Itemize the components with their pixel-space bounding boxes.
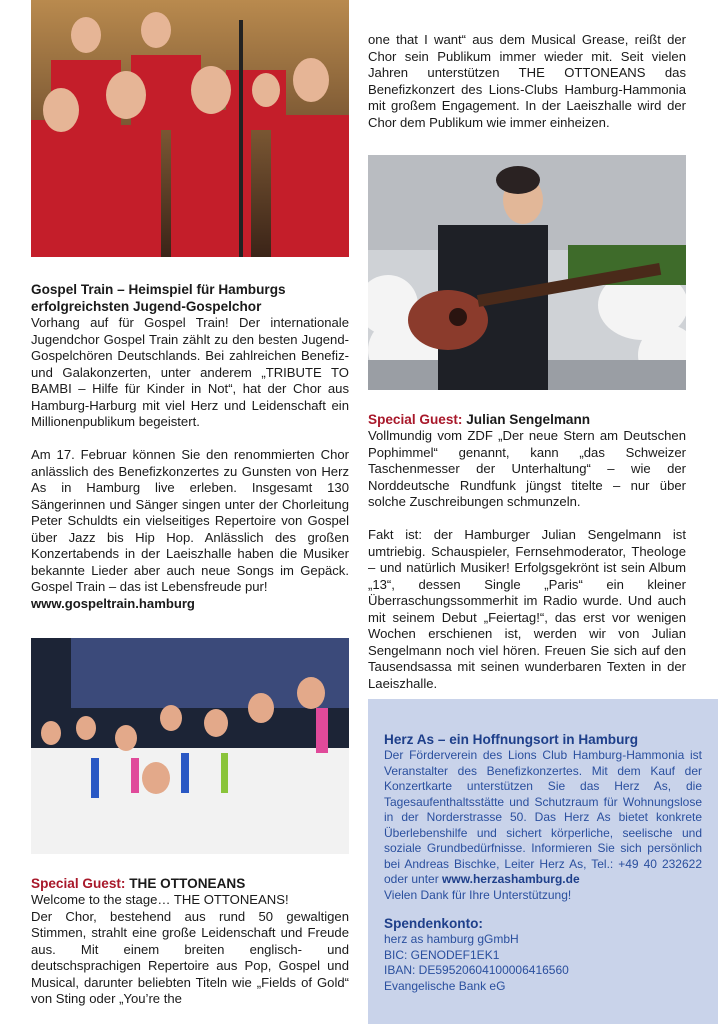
ottoneans-photo (31, 638, 349, 854)
account-line: IBAN: DE59520604100006416560 (384, 963, 569, 977)
ottoneans-continued: one that I want“ aus dem Musical Grease, reißt der Chor sein Publikum immer wieder mit. Seit vielen Jahren unterstützen THE OTTONEANS das Benefizkonzert des Lions-Clubs Hamburg-Hammonia mit großem Engagement. In der Laeiszhalle wird der Chor dem Publikum wie immer einheizen. (368, 32, 686, 130)
ottoneans-name: THE OTTONEANS (129, 876, 246, 891)
herz-as-body (384, 748, 702, 888)
herz-as-headline: Herz As – ein Hoffnungsort in Hamburg (384, 732, 639, 747)
gospel-train-paragraph: Am 17. Februar können Sie den renommierten Chor anlässlich des Benefizkonzertes zu Gunsten von Herz As in Hamburg live erleben. Insgesamt 130 Sängerinnen und Sänger singen unter der Chorleitung Peter Schuldts ein vielseitiges Repertoire von Gospel über Jazz bis Hip Hop. Anlässlich des großen Konzertabends in der Laeiszhalle haben die Musiker bekannte Lieder aber auch neue Songs im Gepäck. Gospel Train – das ist Lebensfreude pur! (31, 447, 349, 594)
julian-headline (368, 411, 686, 428)
herz-as-thanks: Vielen Dank für Ihre Unterstützung! (384, 887, 572, 902)
account-title: Spendenkonto: (384, 916, 483, 931)
gospel-train-paragraph: Vorhang auf für Gospel Train! Der internationale Jugendchor Gospel Train zählt zu den besten Jugend-Gospelchören Deutschlands. Bei zahlreichen Benefiz- und Galakonzerten, unter anderem „TRIBUTE TO BAMBI – Hilfe für Kinder in Not“, hat der Chor aus Hamburg-Harburg mit viel Herz und Leidenschaft ein Millionenpublikum begeistert. (31, 315, 349, 429)
gospel-train-photo (31, 0, 349, 257)
gospel-train-link[interactable]: www.gospeltrain.hamburg (31, 595, 195, 611)
special-guest-label: Special Guest: (31, 876, 126, 891)
account-details (384, 932, 702, 994)
ottoneans-intro: Welcome to the stage… THE OTTONEANS! (31, 892, 289, 907)
account-line: herz as hamburg gGmbH (384, 932, 519, 946)
gospel-train-article (31, 281, 349, 612)
special-guest-label: Special Guest: (368, 412, 463, 427)
gospel-train-headline: Gospel Train – Heimspiel für Hamburgs erfolgreichsten Jugend-Gospelchor (31, 282, 286, 314)
julian-paragraph: Vollmundig vom ZDF „Der neue Stern am Deutschen Pophimmel“ genannt, kann „das Schweizer Taschenmesser der Unterhaltung“ – wie der Norddeutsche Rundfunk jüngst titelte – nur über solche Zuschreibungen schmunzeln. (368, 428, 686, 509)
ottoneans-paragraph: Der Chor, bestehend aus rund 50 gewaltigen Stimmen, strahlt eine große Leidenschaft und Freude aus. Mit einem breiten englisch- und deutschsprachigen Repertoire aus Pop, Gospel und Musical, darunter beliebten Titeln wie „Fields of Gold“ von Sting oder „You’re the (31, 908, 349, 1006)
julian-article (368, 411, 686, 709)
ottoneans-article (31, 875, 349, 1008)
herz-as-link[interactable]: www.herzashamburg.de (442, 872, 580, 886)
julian-paragraph: Fakt ist: der Hamburger Julian Sengelmann ist umtriebig. Schauspieler, Fernsehmoderator, Theologe – und natürlich Musiker! Erfolgsgekrönt ist sein Album „13“, dessen Single „Paris“ ein kleiner Überraschungssommerhit im Radio wurde. Und auch mit seinem Debut „Feiertag!“, das erst vor wenigen Wochen erschienen ist, werden wir von Julian Sengelmann noch viel hören. Freuen Sie sich auf den Tausendsassa mit seinen wunderbaren Texten in der Laeiszhalle. (368, 527, 686, 691)
julian-sengelmann-photo (368, 155, 686, 390)
account-line: BIC: GENODEF1EK1 (384, 947, 500, 962)
herz-as-body-text: Der Förderverein des Lions Club Hamburg-Hammonia ist Veranstalter des Benefizkonzertes. Mit dem Kauf der Konzertkarte unterstützen Sie das Herz As, die Tagesaufenthaltsstätte und Schutzraum für Wohnungslose in der Norderstrasse 50. Das Herz As bietet konkrete Überlebenshilfe und sichert körperliche, seelische und soziale Grundbedürfnisse. Informieren Sie sich persönlich bei Andreas Bischke, Leiter Herz As, Tel.: +49 40 232622 oder unter (384, 748, 702, 886)
account-line: Evangelische Bank eG (384, 978, 506, 993)
ottoneans-headline (31, 875, 349, 892)
julian-name: Julian Sengelmann (466, 412, 591, 427)
herz-as-infobox (368, 699, 718, 1024)
